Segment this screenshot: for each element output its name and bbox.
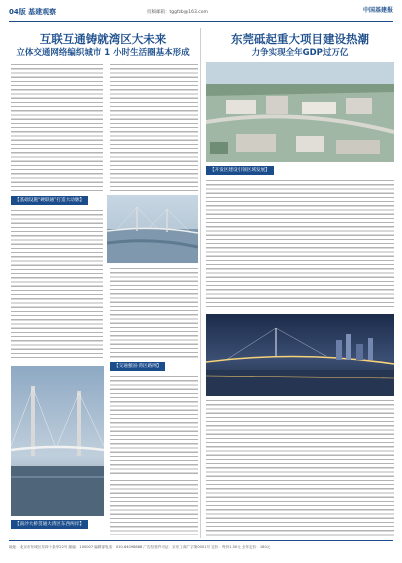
- left-body-text-col1b: [11, 210, 103, 360]
- right-article-subtitle: 力争实现全年GDP过万亿: [251, 48, 349, 58]
- left-body-text-col1a: [11, 64, 103, 192]
- caption-nansha-bridge: 【南沙大桥贯通大湾区东西两岸】: [11, 520, 88, 529]
- right-body-text-a: [206, 180, 394, 310]
- caption-development-zone: 【开发区建设引领区域发展】: [206, 166, 274, 175]
- page-header: [9, 7, 393, 22]
- page-footer: [9, 540, 393, 549]
- nansha-bridge-photo: [11, 366, 104, 516]
- section-label: 04版 基建观察: [9, 8, 57, 16]
- left-article-subtitle: 立体交通网络编织城市 1 小时生活圈基本形成: [16, 48, 190, 58]
- newspaper-logo: 中国基建报: [362, 7, 393, 14]
- right-body-text-b: [206, 400, 394, 536]
- right-article-title: 东莞砥起重大项目建设热潮: [231, 32, 369, 46]
- left-body-text-col2c: [110, 376, 198, 476]
- caption-transport: 【交通强国·湾区路网】: [110, 362, 165, 371]
- left-body-text-col2a: [110, 64, 198, 192]
- footer-imprint: 地址：北京市东城区东四十条甲22号 邮编：100007 编辑部电话：010-64098888 广告经营许可证：京东工商广字第0001号 定价：每份1.50元 全年定价：180元: [9, 545, 271, 549]
- caption-infrastructure: 【基础设施“硬联通”打造大动脉】: [11, 196, 88, 205]
- left-article-title: 互联互通铸就湾区大未来: [39, 32, 167, 46]
- left-body-text-col2b: [110, 268, 198, 358]
- column-divider: [200, 28, 201, 538]
- left-body-text-col2d: [110, 480, 198, 535]
- industrial-park-aerial-photo: [206, 62, 394, 162]
- night-city-bridge-photo: [206, 314, 394, 396]
- submission-email: 投稿邮箱：tggfzb@163.com: [147, 10, 208, 15]
- bridge-aerial-photo: [107, 195, 198, 263]
